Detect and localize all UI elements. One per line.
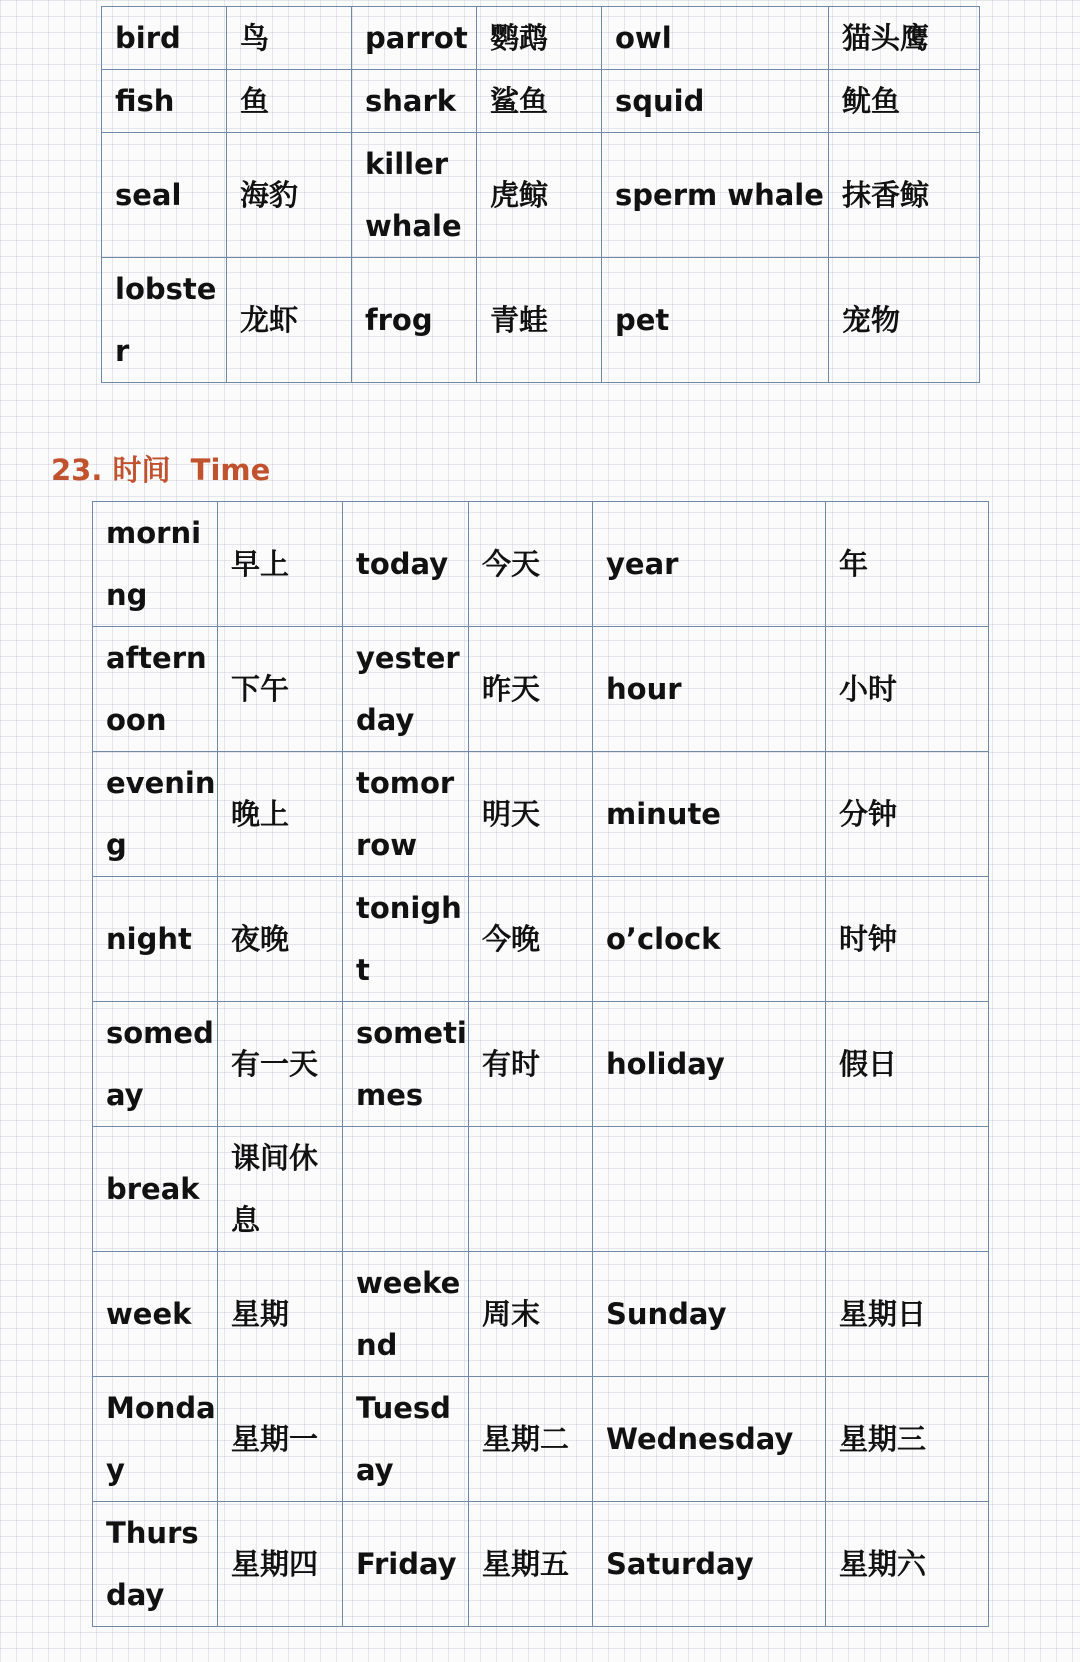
chinese-meaning: 晚上 — [218, 752, 343, 877]
chinese-meaning: 鱼 — [227, 70, 352, 133]
chinese-meaning: 抹香鲸 — [829, 133, 980, 258]
english-word: parrot — [352, 7, 477, 70]
time-vocab-table — [92, 501, 989, 1627]
english-word: Wednesday — [593, 1377, 826, 1502]
table-row — [93, 877, 989, 1002]
english-word: sperm whale — [602, 133, 829, 258]
chinese-meaning: 分钟 — [826, 752, 989, 877]
chinese-meaning: 海豹 — [227, 133, 352, 258]
chinese-meaning: 昨天 — [469, 627, 593, 752]
table-row — [93, 1002, 989, 1127]
table-row — [102, 70, 980, 133]
chinese-meaning: 周末 — [469, 1252, 593, 1377]
english-word: tonight — [343, 877, 469, 1002]
chinese-meaning: 鹦鹉 — [477, 7, 602, 70]
english-word: week — [93, 1252, 218, 1377]
chinese-meaning: 星期三 — [826, 1377, 989, 1502]
english-word: fish — [102, 70, 227, 133]
section-title-time: 23. 时间 Time — [51, 453, 271, 487]
english-word: seal — [102, 133, 227, 258]
english-word: weekend — [343, 1252, 469, 1377]
empty-cell — [469, 1127, 593, 1252]
chinese-meaning: 有时 — [469, 1002, 593, 1127]
chinese-meaning: 时钟 — [826, 877, 989, 1002]
english-word: squid — [602, 70, 829, 133]
english-word: minute — [593, 752, 826, 877]
chinese-meaning: 鸟 — [227, 7, 352, 70]
english-word: frog — [352, 258, 477, 383]
empty-cell — [826, 1127, 989, 1252]
english-word: Friday — [343, 1502, 469, 1627]
table-row — [93, 1502, 989, 1627]
chinese-meaning: 早上 — [218, 502, 343, 627]
chinese-meaning: 星期一 — [218, 1377, 343, 1502]
table-row — [93, 627, 989, 752]
chinese-meaning: 龙虾 — [227, 258, 352, 383]
chinese-meaning: 明天 — [469, 752, 593, 877]
english-word: break — [93, 1127, 218, 1252]
table-row — [93, 1127, 989, 1252]
english-word: afternoon — [93, 627, 218, 752]
english-word: o’clock — [593, 877, 826, 1002]
table-row — [93, 752, 989, 877]
english-word: holiday — [593, 1002, 826, 1127]
chinese-meaning: 小时 — [826, 627, 989, 752]
chinese-meaning: 鲨鱼 — [477, 70, 602, 133]
chinese-meaning: 宠物 — [829, 258, 980, 383]
english-word: today — [343, 502, 469, 627]
table-row — [102, 133, 980, 258]
chinese-meaning: 今晚 — [469, 877, 593, 1002]
english-word: pet — [602, 258, 829, 383]
table-row — [102, 7, 980, 70]
english-word: sometimes — [343, 1002, 469, 1127]
english-word: morning — [93, 502, 218, 627]
chinese-meaning: 星期六 — [826, 1502, 989, 1627]
english-word: Tuesday — [343, 1377, 469, 1502]
chinese-meaning: 虎鲸 — [477, 133, 602, 258]
chinese-meaning: 夜晚 — [218, 877, 343, 1002]
chinese-meaning: 年 — [826, 502, 989, 627]
english-word: Monday — [93, 1377, 218, 1502]
english-word: shark — [352, 70, 477, 133]
chinese-meaning: 星期 — [218, 1252, 343, 1377]
english-word: year — [593, 502, 826, 627]
english-word: yesterday — [343, 627, 469, 752]
english-word: Thursday — [93, 1502, 218, 1627]
chinese-meaning: 鱿鱼 — [829, 70, 980, 133]
table-row — [93, 502, 989, 627]
english-word: someday — [93, 1002, 218, 1127]
chinese-meaning: 星期日 — [826, 1252, 989, 1377]
chinese-meaning: 猫头鹰 — [829, 7, 980, 70]
table-row — [93, 1377, 989, 1502]
english-word: night — [93, 877, 218, 1002]
empty-cell — [593, 1127, 826, 1252]
english-word: Saturday — [593, 1502, 826, 1627]
english-word: bird — [102, 7, 227, 70]
table-row — [102, 258, 980, 383]
chinese-meaning: 今天 — [469, 502, 593, 627]
chinese-meaning: 有一天 — [218, 1002, 343, 1127]
chinese-meaning: 课间休息 — [218, 1127, 343, 1252]
english-word: owl — [602, 7, 829, 70]
chinese-meaning: 青蛙 — [477, 258, 602, 383]
empty-cell — [343, 1127, 469, 1252]
animals-vocab-table — [101, 6, 980, 383]
english-word: evening — [93, 752, 218, 877]
english-word: lobster — [102, 258, 227, 383]
chinese-meaning: 下午 — [218, 627, 343, 752]
english-word: hour — [593, 627, 826, 752]
chinese-meaning: 星期二 — [469, 1377, 593, 1502]
chinese-meaning: 假日 — [826, 1002, 989, 1127]
chinese-meaning: 星期四 — [218, 1502, 343, 1627]
english-word: tomorrow — [343, 752, 469, 877]
english-word: killer whale — [352, 133, 477, 258]
table-row — [93, 1252, 989, 1377]
english-word: Sunday — [593, 1252, 826, 1377]
chinese-meaning: 星期五 — [469, 1502, 593, 1627]
